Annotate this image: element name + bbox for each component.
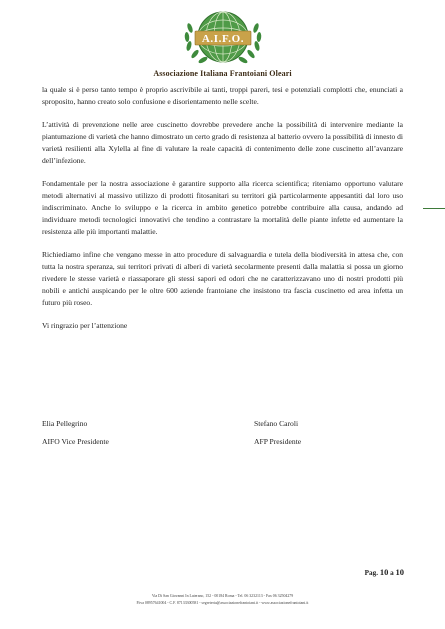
aifo-globe-logo-icon [181, 6, 265, 68]
page-total: 10 [395, 567, 404, 577]
footer-address: Via Di San Giovanni In Laterano, 152 - 00184 Roma - Tel. 06 3232113 - Fax 06 32504279 [151, 594, 294, 598]
signer-left-role: AIFO Vice Presidente [42, 437, 109, 446]
logo-text: A.I.F.O. [201, 33, 245, 45]
footer-contacts: P.iva 08957641004 - C.F. 87133300581 - segreteria@associazionefrantoiani.it - www.associazionefrantoiani.it [136, 600, 309, 605]
signer-right-role: AFP Presidente [254, 437, 302, 446]
letter-body [42, 84, 403, 343]
paragraph: la quale si è perso tanto tempo è proprio ascrivibile ai tanti, troppi pareri, tesi e potenziali complotti che, enunciati a sproposito, hanno creato solo confusione e disorientamento nelle scelte. [42, 85, 403, 106]
page-separator: a [390, 569, 394, 577]
aifo-logo [181, 6, 265, 68]
signer-left-name: Elia Pellegrino [42, 419, 88, 428]
closing-line: Vi ringrazio per l’attenzione [42, 321, 128, 330]
margin-rule [423, 208, 445, 209]
signer-right-name: Stefano Caroli [254, 419, 299, 428]
letterhead [0, 0, 445, 82]
page-number [365, 567, 404, 577]
paragraph: Richiediamo infine che vengano messe in atto procedure di salvaguardia e tutela della biodiversità in attesa che, con tutta la nostra speranza, sui territori privati di alberi di varietà secolarmente presenti dalla malattia si possa un giorno rivedere le stesse varietà e riassaporare gli stessi sapori ed odori che ne caratterizzavano uno di nostri prodotti più nobili e antichi auspicando per le oltre 600 aziende frantoiane che insistono tra fascia cuscinetto ed area infetta un futuro più roseo. [42, 250, 403, 307]
letterhead-footer [0, 593, 445, 606]
association-name: Associazione Italiana Frantoiani Oleari [153, 69, 292, 78]
page-current: 10 [379, 567, 389, 577]
paragraph: Fondamentale per la nostra associazione è garantire supporto alla ricerca scientifica; riteniamo opportuno valutare metodi alternativi al massivo utilizzo di prodotti fitosanitari su territori già particolarmente appesantiti dal loro uso indiscriminato. Anche lo sviluppo e la ricerca in ambito genetico potrebbe contribuire alla causa, andando ad individuare metodi tecnologici innovativi che tendino a contrastare la mortalità delle piante infette ed aumentare la resistenza alle più importanti malattie. [42, 179, 403, 236]
paragraph: L’attività di prevenzione nelle aree cuscinetto dovrebbe prevedere anche la possibilità di intervenire mediante la piantumazione di varietà che hanno dimostrato un certo grado di resistenza al batterio ovvero la possibilità di innesto di varietà resilienti alla Xylella al fine di valutare la reale capacità di contenimento delle zone cuscinetto all’avanzare dell’infezione. [42, 120, 403, 165]
page-label: Pag. [364, 569, 379, 577]
